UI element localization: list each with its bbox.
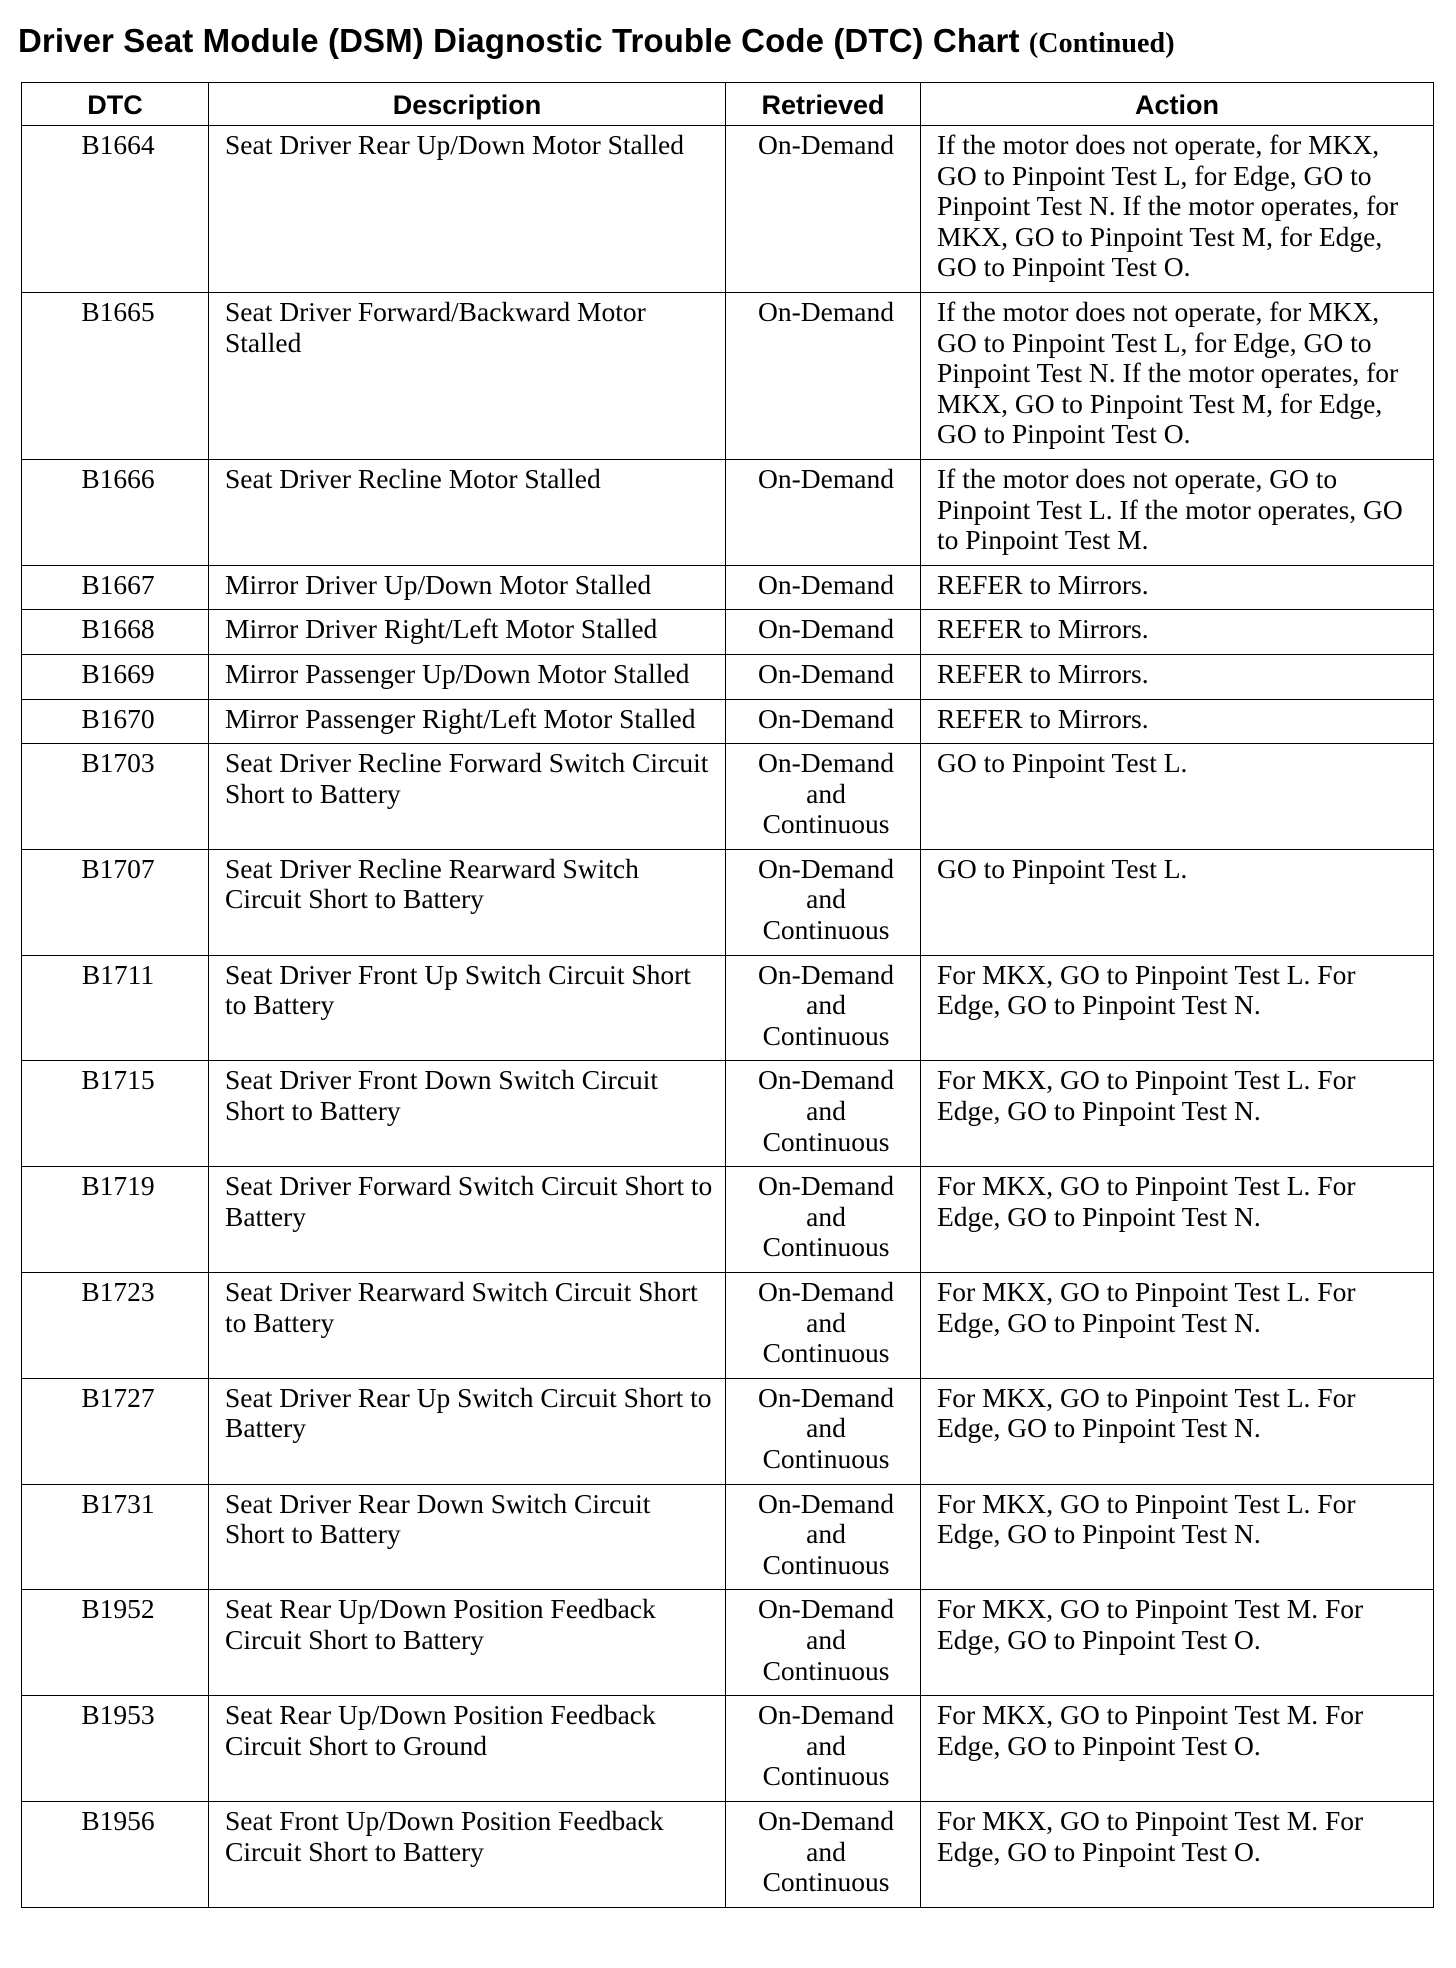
table-row	[22, 1484, 1434, 1590]
title-text: Driver Seat Module (DSM) Diagnostic Trouble Code (DTC) Chart	[18, 22, 1020, 59]
action-cell: If the motor does not operate, GO to Pinpoint Test L. If the motor operates, GO to Pinpoint Test M.	[921, 459, 1434, 565]
retrieved-cell: On-Demand	[726, 126, 921, 293]
retrieved-cell: On-Demand and Continuous	[726, 849, 921, 955]
table-header-row	[22, 83, 1434, 126]
description-cell: Seat Driver Recline Forward Switch Circuit Short to Battery	[209, 744, 726, 850]
table-row	[22, 459, 1434, 565]
dtc-cell: B1670	[22, 699, 209, 744]
dtc-cell: B1703	[22, 744, 209, 850]
description-cell: Seat Rear Up/Down Position Feedback Circuit Short to Battery	[209, 1590, 726, 1696]
retrieved-cell: On-Demand	[726, 292, 921, 459]
retrieved-cell: On-Demand and Continuous	[726, 1061, 921, 1167]
table-row	[22, 744, 1434, 850]
retrieved-cell: On-Demand and Continuous	[726, 1273, 921, 1379]
action-cell: For MKX, GO to Pinpoint Test L. For Edge, GO to Pinpoint Test N.	[921, 1273, 1434, 1379]
dtc-cell: B1952	[22, 1590, 209, 1696]
action-cell: GO to Pinpoint Test L.	[921, 744, 1434, 850]
action-cell: For MKX, GO to Pinpoint Test M. For Edge, GO to Pinpoint Test O.	[921, 1696, 1434, 1802]
dtc-cell: B1711	[22, 955, 209, 1061]
table-row	[22, 955, 1434, 1061]
description-cell: Seat Rear Up/Down Position Feedback Circuit Short to Ground	[209, 1696, 726, 1802]
table-row	[22, 610, 1434, 655]
table-body	[22, 126, 1434, 1908]
retrieved-cell: On-Demand and Continuous	[726, 744, 921, 850]
dtc-cell: B1665	[22, 292, 209, 459]
description-cell: Seat Driver Recline Rearward Switch Circuit Short to Battery	[209, 849, 726, 955]
action-cell: REFER to Mirrors.	[921, 565, 1434, 610]
description-cell: Mirror Driver Up/Down Motor Stalled	[209, 565, 726, 610]
table-row	[22, 1801, 1434, 1907]
description-cell: Seat Driver Rear Up/Down Motor Stalled	[209, 126, 726, 293]
table-row	[22, 1590, 1434, 1696]
column-header-dtc: DTC	[22, 83, 209, 126]
table-row	[22, 1273, 1434, 1379]
description-cell: Mirror Driver Right/Left Motor Stalled	[209, 610, 726, 655]
action-cell: For MKX, GO to Pinpoint Test L. For Edge, GO to Pinpoint Test N.	[921, 1061, 1434, 1167]
retrieved-cell: On-Demand	[726, 699, 921, 744]
action-cell: For MKX, GO to Pinpoint Test L. For Edge, GO to Pinpoint Test N.	[921, 955, 1434, 1061]
table-row	[22, 565, 1434, 610]
action-cell: GO to Pinpoint Test L.	[921, 849, 1434, 955]
dtc-cell: B1956	[22, 1801, 209, 1907]
dtc-cell: B1953	[22, 1696, 209, 1802]
retrieved-cell: On-Demand	[726, 459, 921, 565]
title-suffix: (Continued)	[1028, 28, 1175, 59]
action-cell: If the motor does not operate, for MKX, GO to Pinpoint Test L, for Edge, GO to Pinpoint Test N. If the motor operates, for MKX, GO to Pinpoint Test M, for Edge, GO to Pinpoint Test O.	[921, 126, 1434, 293]
description-cell: Seat Driver Rear Down Switch Circuit Short to Battery	[209, 1484, 726, 1590]
retrieved-cell: On-Demand and Continuous	[726, 1590, 921, 1696]
retrieved-cell: On-Demand	[726, 565, 921, 610]
table-row	[22, 1696, 1434, 1802]
dtc-cell: B1715	[22, 1061, 209, 1167]
table-row	[22, 699, 1434, 744]
action-cell: For MKX, GO to Pinpoint Test L. For Edge, GO to Pinpoint Test N.	[921, 1484, 1434, 1590]
description-cell: Mirror Passenger Up/Down Motor Stalled	[209, 654, 726, 699]
action-cell: For MKX, GO to Pinpoint Test M. For Edge, GO to Pinpoint Test O.	[921, 1801, 1434, 1907]
table-row	[22, 849, 1434, 955]
dtc-cell: B1668	[22, 610, 209, 655]
dtc-cell: B1731	[22, 1484, 209, 1590]
description-cell: Seat Driver Rear Up Switch Circuit Short to Battery	[209, 1378, 726, 1484]
dtc-cell: B1667	[22, 565, 209, 610]
retrieved-cell: On-Demand and Continuous	[726, 955, 921, 1061]
action-cell: For MKX, GO to Pinpoint Test L. For Edge, GO to Pinpoint Test N.	[921, 1167, 1434, 1273]
description-cell: Seat Driver Recline Motor Stalled	[209, 459, 726, 565]
action-cell: REFER to Mirrors.	[921, 610, 1434, 655]
table-row	[22, 1061, 1434, 1167]
dtc-cell: B1669	[22, 654, 209, 699]
retrieved-cell: On-Demand	[726, 610, 921, 655]
column-header-action: Action	[921, 83, 1434, 126]
description-cell: Seat Driver Forward Switch Circuit Short to Battery	[209, 1167, 726, 1273]
retrieved-cell: On-Demand and Continuous	[726, 1167, 921, 1273]
table-row	[22, 292, 1434, 459]
description-cell: Mirror Passenger Right/Left Motor Stalled	[209, 699, 726, 744]
page-title	[18, 22, 1175, 60]
retrieved-cell: On-Demand and Continuous	[726, 1801, 921, 1907]
table-row	[22, 654, 1434, 699]
table-row	[22, 126, 1434, 293]
retrieved-cell: On-Demand and Continuous	[726, 1484, 921, 1590]
table-row	[22, 1378, 1434, 1484]
column-header-retrieved: Retrieved	[726, 83, 921, 126]
action-cell: For MKX, GO to Pinpoint Test L. For Edge, GO to Pinpoint Test N.	[921, 1378, 1434, 1484]
dtc-cell: B1727	[22, 1378, 209, 1484]
description-cell: Seat Driver Front Down Switch Circuit Short to Battery	[209, 1061, 726, 1167]
action-cell: For MKX, GO to Pinpoint Test M. For Edge, GO to Pinpoint Test O.	[921, 1590, 1434, 1696]
retrieved-cell: On-Demand and Continuous	[726, 1378, 921, 1484]
dtc-cell: B1664	[22, 126, 209, 293]
table-row	[22, 1167, 1434, 1273]
dtc-cell: B1723	[22, 1273, 209, 1379]
retrieved-cell: On-Demand and Continuous	[726, 1696, 921, 1802]
dtc-cell: B1666	[22, 459, 209, 565]
action-cell: REFER to Mirrors.	[921, 699, 1434, 744]
description-cell: Seat Driver Forward/Backward Motor Stalled	[209, 292, 726, 459]
action-cell: If the motor does not operate, for MKX, GO to Pinpoint Test L, for Edge, GO to Pinpoint Test N. If the motor operates, for MKX, GO to Pinpoint Test M, for Edge, GO to Pinpoint Test O.	[921, 292, 1434, 459]
description-cell: Seat Driver Front Up Switch Circuit Short to Battery	[209, 955, 726, 1061]
description-cell: Seat Driver Rearward Switch Circuit Short to Battery	[209, 1273, 726, 1379]
action-cell: REFER to Mirrors.	[921, 654, 1434, 699]
dtc-cell: B1707	[22, 849, 209, 955]
dtc-table	[21, 82, 1434, 1908]
dtc-cell: B1719	[22, 1167, 209, 1273]
description-cell: Seat Front Up/Down Position Feedback Circuit Short to Battery	[209, 1801, 726, 1907]
retrieved-cell: On-Demand	[726, 654, 921, 699]
column-header-description: Description	[209, 83, 726, 126]
